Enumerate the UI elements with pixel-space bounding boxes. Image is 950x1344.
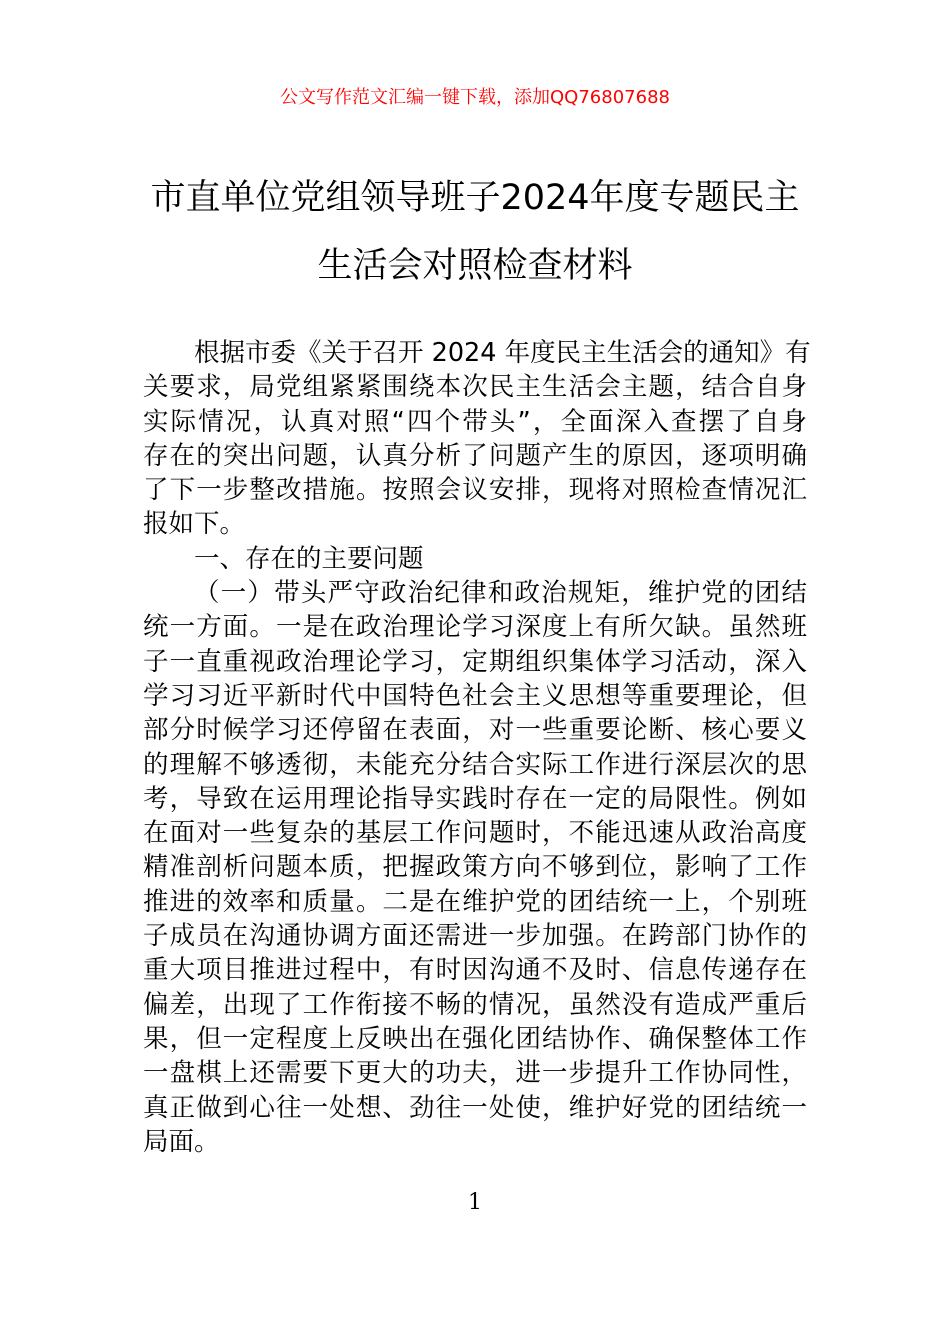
body-line: 考，导致在运用理论指导实践时存在一定的局限性。例如	[143, 783, 807, 814]
body-line: 子成员在沟通协调方面还需进一步加强。在跨部门协作的	[143, 921, 807, 952]
document-title-line-2: 生活会对照检查材料	[317, 246, 633, 286]
body-line: 学习习近平新时代中国特色社会主义思想等重要理论，但	[143, 680, 807, 711]
body-line: （一）带头严守政治纪律和政治规矩，维护党的团结	[194, 578, 807, 609]
document-body	[143, 336, 811, 1159]
body-line: 报如下。	[143, 509, 246, 540]
body-line: 根据市委《关于召开 2024 年度民主生活会的通知》有	[194, 338, 811, 368]
body-line: 实际情况，认真对照“四个带头”，全面深入查摆了自身	[143, 406, 807, 437]
document-title-line-1: 市直单位党组领导班子2024年度专题民主	[150, 178, 800, 218]
body-line: 果，但一定程度上反映出在强化团结协作、确保整体工作	[143, 1023, 807, 1054]
body-line: 关要求，局党组紧紧围绕本次民主生活会主题，结合自身	[143, 372, 807, 403]
body-line: 推进的效率和质量。二是在维护党的团结统一上，个别班	[143, 886, 807, 917]
page-number: 1	[468, 1190, 482, 1215]
header-download-note: 公文写作范文汇编一键下载，添加QQ76807688	[280, 87, 670, 108]
body-line: 偏差，出现了工作衔接不畅的情况，虽然没有造成严重后	[143, 989, 807, 1020]
body-line: 局面。	[143, 1126, 220, 1157]
body-line: 一盘棋上还需要下更大的功夫，进一步提升工作协同性，	[143, 1058, 807, 1089]
section-heading: 一、存在的主要问题	[194, 543, 424, 574]
body-line: 精准剖析问题本质，把握政策方向不够到位，影响了工作	[143, 852, 807, 883]
body-line: 存在的突出问题，认真分析了问题产生的原因，逐项明确	[143, 440, 807, 471]
body-line: 统一方面。一是在政治理论学习深度上有所欠缺。虽然班	[143, 612, 807, 643]
body-line: 重大项目推进过程中，有时因沟通不及时、信息传递存在	[143, 955, 807, 986]
body-line: 部分时候学习还停留在表面，对一些重要论断、核心要义	[143, 715, 807, 746]
body-line: 了下一步整改措施。按照会议安排，现将对照检查情况汇	[143, 475, 807, 506]
body-line: 真正做到心往一处想、劲往一处使，维护好党的团结统一	[143, 1092, 807, 1123]
body-line: 子一直重视政治理论学习，定期组织集体学习活动，深入	[143, 646, 807, 677]
body-line: 在面对一些复杂的基层工作问题时，不能迅速从政治高度	[143, 818, 807, 849]
body-line: 的理解不够透彻，未能充分结合实际工作进行深层次的思	[143, 749, 807, 780]
